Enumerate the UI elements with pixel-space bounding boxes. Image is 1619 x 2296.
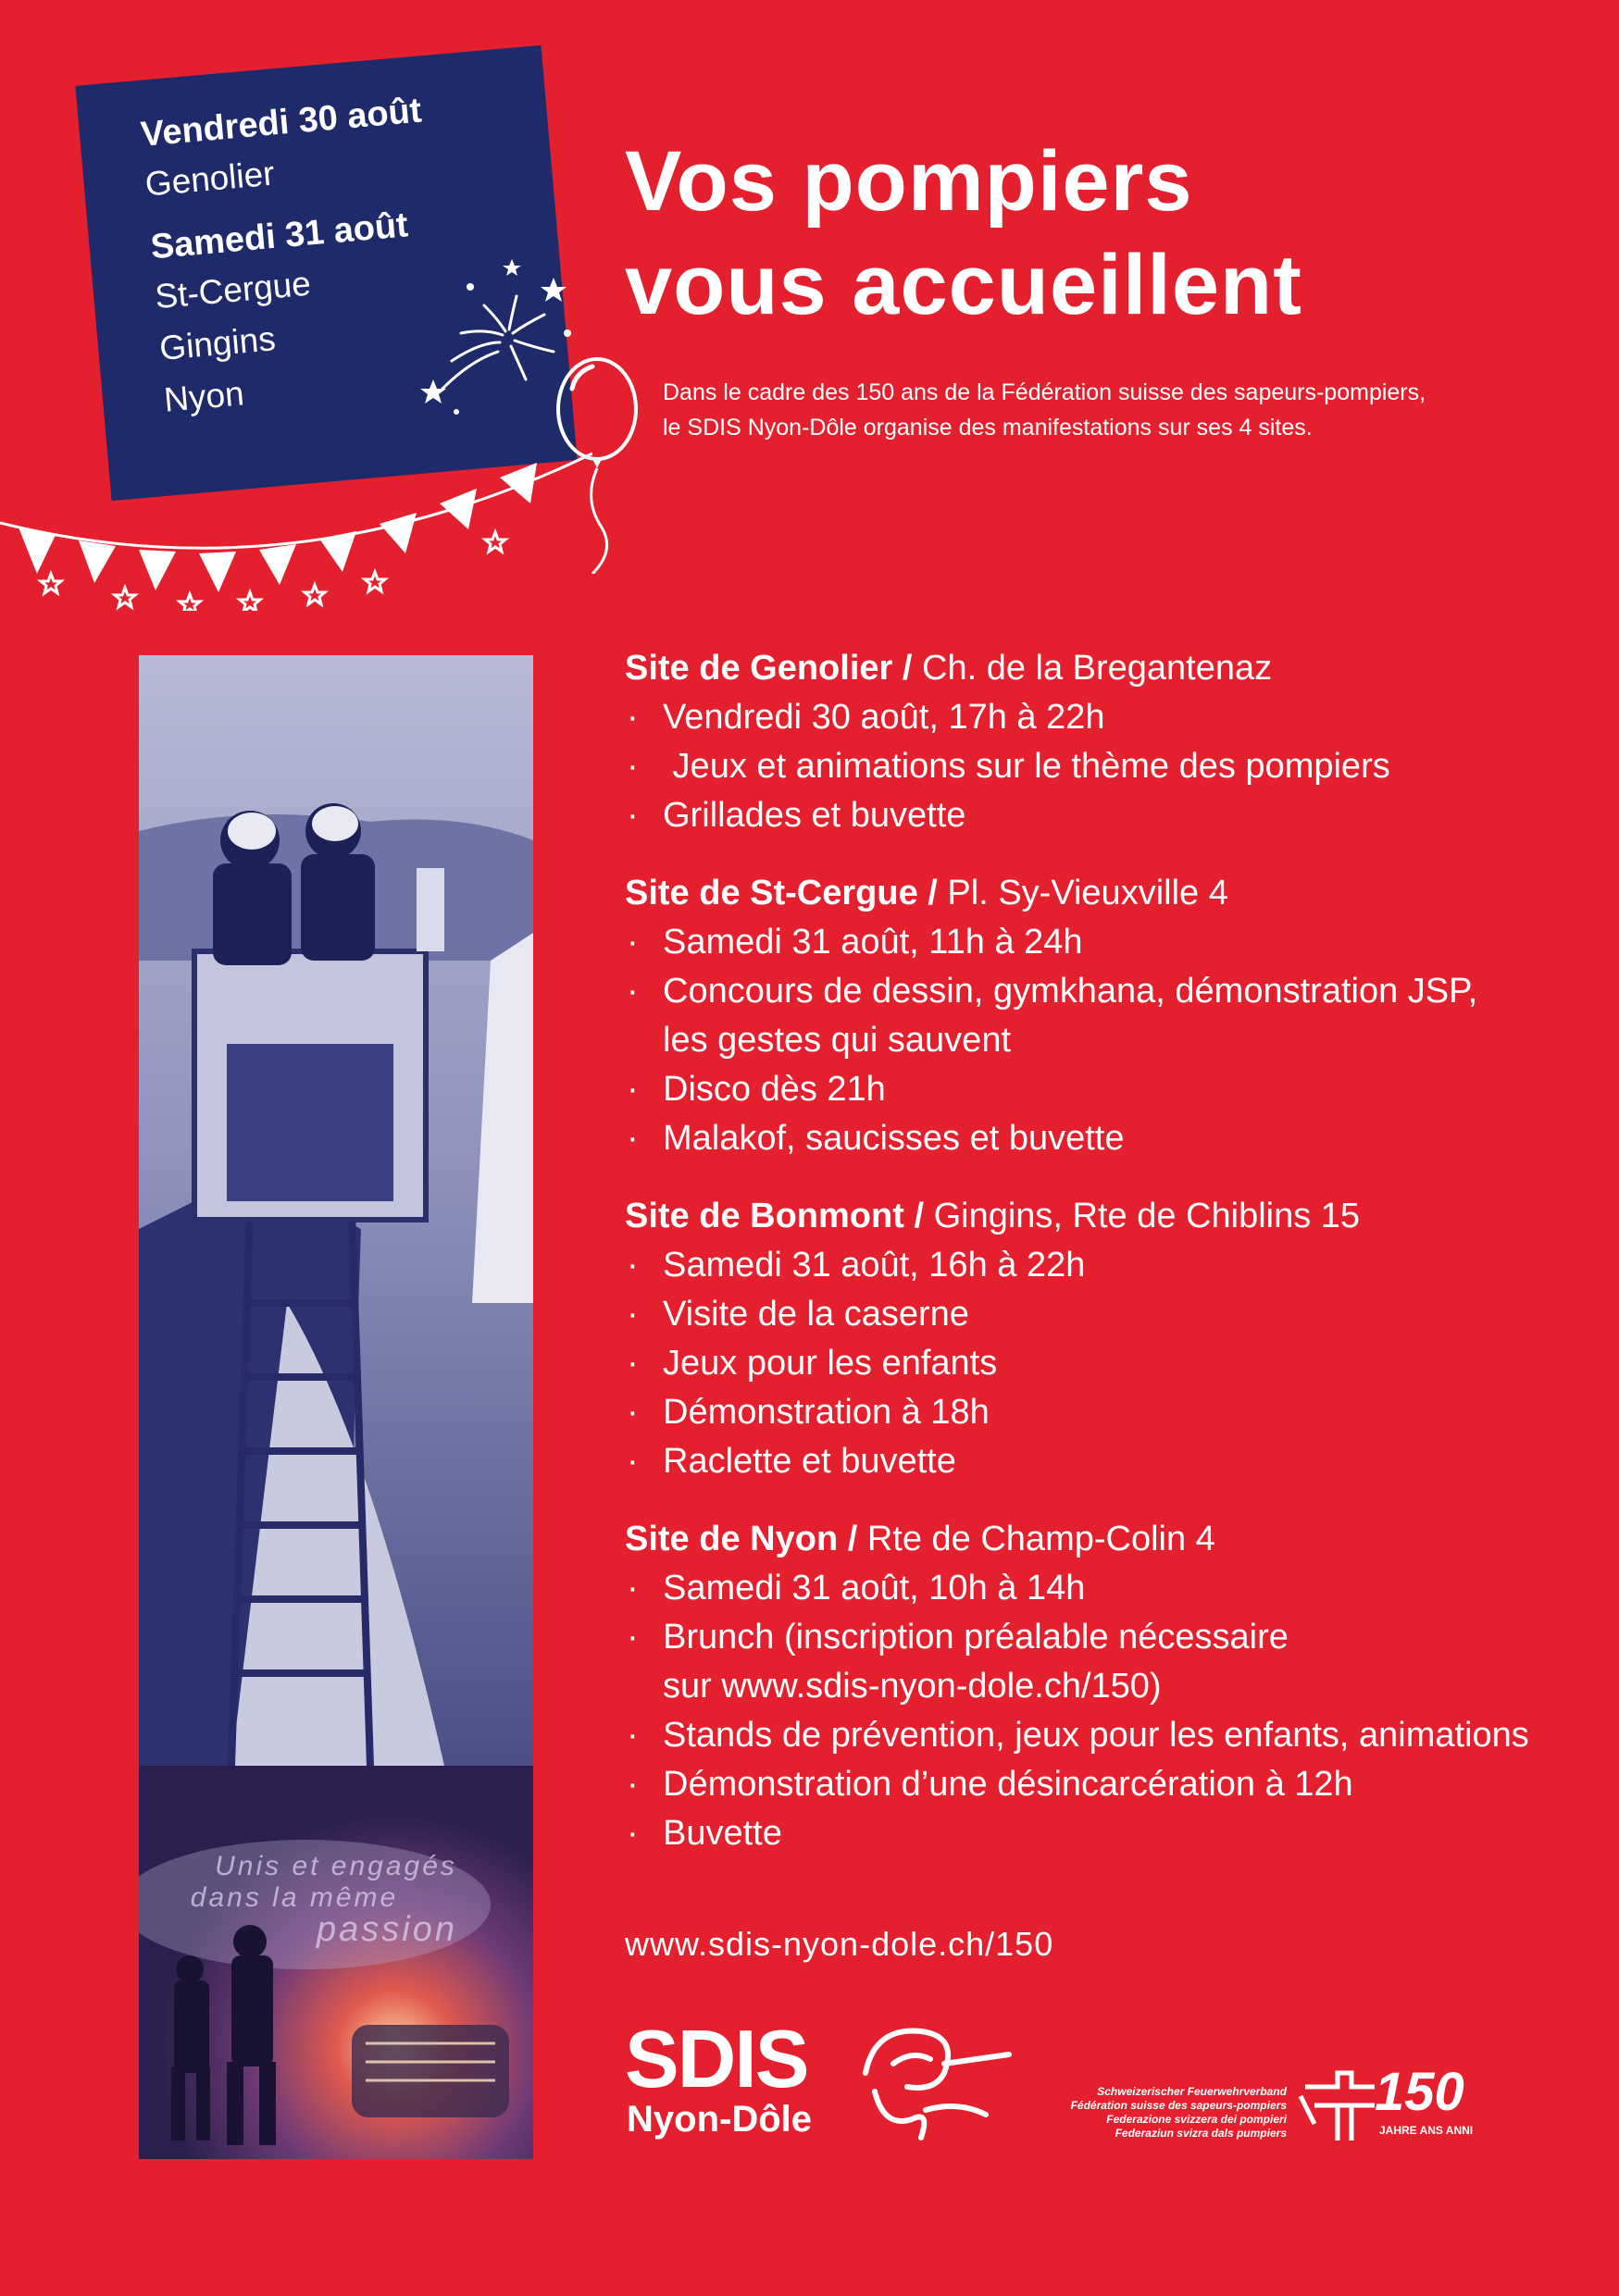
- site-separator: /: [903, 1197, 934, 1235]
- program-list: [625, 643, 1597, 1886]
- list-item: [625, 967, 1597, 1065]
- site-heading: [625, 868, 1597, 918]
- title-line-2: vous accueillent: [625, 238, 1302, 332]
- list-item: · Samedi 31 août, 10h à 14h: [625, 1564, 1597, 1613]
- intro-line-2: le SDIS Nyon-Dôle organise des manifestations sur ses 4 sites.: [663, 415, 1313, 441]
- list-item: · Raclette et buvette: [625, 1437, 1597, 1486]
- list-item: · Stands de prévention, jeux pour les enfants, animations: [625, 1711, 1597, 1760]
- site-address: Pl. Sy-Vieuxville 4: [947, 874, 1228, 912]
- list-item: [625, 1613, 1597, 1711]
- federation-name-de: Schweizerischer Feuerwehrverband: [1097, 2085, 1287, 2098]
- federation-name-fr: Fédération suisse des sapeurs-pompiers: [1070, 2099, 1287, 2112]
- site-name: Site de Genolier: [625, 649, 893, 688]
- motto-line-1: Unis et engagés: [215, 1851, 457, 1881]
- list-item-continuation: les gestes qui sauvent: [663, 1021, 1012, 1060]
- list-item: · Samedi 31 août, 16h à 22h: [625, 1241, 1597, 1290]
- site-genolier: [625, 643, 1597, 840]
- site-st-cergue: [625, 868, 1597, 1163]
- list-item-text: Concours de dessin, gymkhana, démonstration JSP,: [663, 972, 1478, 1011]
- site-separator: /: [838, 1520, 867, 1558]
- date-day2: Samedi 31 août: [149, 205, 410, 267]
- site-name: Site de Nyon: [625, 1520, 839, 1558]
- sdis-logo-subtitle: Nyon-Dôle: [627, 2099, 812, 2140]
- sdis-logo: [625, 2013, 1014, 2156]
- date-place-st-cergue: St-Cergue: [153, 264, 313, 316]
- motto-line-2: dans la même: [190, 1882, 399, 1913]
- federation-tagline: JAHRE ANS ANNI: [1379, 2124, 1474, 2137]
- list-item: · Jeux pour les enfants: [625, 1339, 1597, 1388]
- list-item: · Démonstration à 18h: [625, 1388, 1597, 1437]
- sdis-logo-name: SDIS: [625, 2013, 808, 2104]
- photo-motto: [139, 1851, 533, 1949]
- list-item: · Démonstration d’une désincarcération à 12h: [625, 1760, 1597, 1809]
- federation-150: 150: [1375, 2062, 1464, 2122]
- page-title: [625, 130, 1588, 337]
- list-item: · Buvette: [625, 1809, 1597, 1858]
- site-heading: [625, 1191, 1597, 1241]
- site-heading: [625, 1514, 1597, 1564]
- federation-emblem: [1296, 2059, 1518, 2152]
- list-item: · Vendredi 30 août, 17h à 22h: [625, 693, 1597, 742]
- fire-hydrant-cross-icon: [1296, 2068, 1379, 2142]
- site-address: Ch. de la Bregantenaz: [922, 649, 1273, 688]
- date-place-nyon: Nyon: [162, 374, 246, 419]
- intro-line-1: Dans le cadre des 150 ans de la Fédération suisse des sapeurs-pompiers,: [663, 379, 1426, 405]
- site-bonmont: [625, 1191, 1597, 1486]
- date-place-gingins: Gingins: [157, 319, 278, 367]
- date-day1: Vendredi 30 août: [139, 91, 424, 155]
- site-address: Rte de Champ-Colin 4: [866, 1520, 1215, 1558]
- fire-scene-image: [139, 1766, 533, 2159]
- list-item: · Jeux et animations sur le thème des pompiers: [625, 742, 1597, 791]
- list-item: · Grillades et buvette: [625, 791, 1597, 840]
- list-item: · Samedi 31 août, 11h à 24h: [625, 918, 1597, 967]
- site-name: Site de St-Cergue: [625, 874, 918, 912]
- list-item: · Visite de la caserne: [625, 1290, 1597, 1339]
- site-separator: /: [917, 874, 948, 912]
- list-item-continuation: sur www.sdis-nyon-dole.ch/150): [663, 1667, 1162, 1706]
- motto-line-3: passion: [317, 1910, 457, 1949]
- firefighter-ladder-photo: [139, 655, 533, 1766]
- date-place-genolier: Genolier: [143, 154, 277, 204]
- federation-logo: [1027, 2059, 1527, 2161]
- sdis-emblem-icon: [856, 2017, 1014, 2147]
- site-heading: [625, 643, 1597, 693]
- site-name: Site de Bonmont: [625, 1197, 904, 1235]
- site-address: Gingins, Rte de Chiblins 15: [933, 1197, 1361, 1235]
- federation-names: [1027, 2085, 1287, 2141]
- federation-name-it: Federazione svizzera dei pompieri: [1106, 2113, 1287, 2126]
- federation-name-rm: Federaziun svizra dals pumpiers: [1115, 2127, 1287, 2140]
- intro-text: [663, 375, 1570, 445]
- fire-scene-photo: [139, 1766, 533, 2159]
- list-item-text: Brunch (inscription préalable nécessaire: [663, 1618, 1289, 1657]
- bunting-decoration: [0, 435, 592, 611]
- website-link[interactable]: www.sdis-nyon-dole.ch/150: [625, 1925, 1054, 1963]
- site-separator: /: [892, 649, 922, 688]
- site-nyon: [625, 1514, 1597, 1858]
- title-line-1: Vos pompiers: [625, 134, 1193, 229]
- list-item: · Malakof, saucisses et buvette: [625, 1114, 1597, 1163]
- list-item: · Disco dès 21h: [625, 1065, 1597, 1114]
